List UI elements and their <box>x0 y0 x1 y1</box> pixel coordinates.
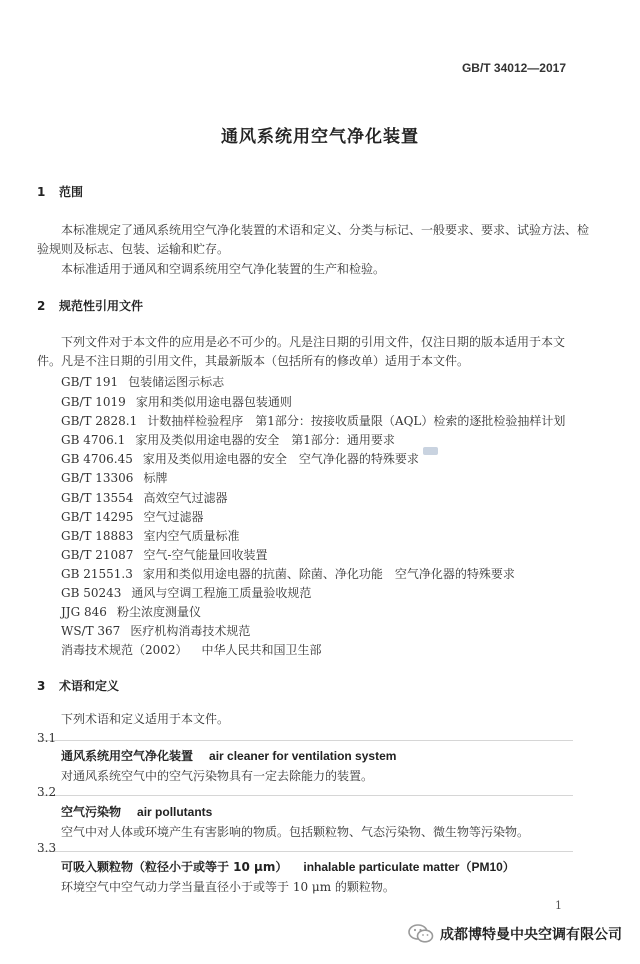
reference-item <box>61 489 227 506</box>
reference-code: GB/T 21087 <box>61 548 134 562</box>
term-heading <box>61 858 515 875</box>
source-watermark <box>408 924 622 944</box>
reference-title: 高效空气过滤器 <box>143 491 228 505</box>
term-heading <box>61 747 396 764</box>
term-en: air pollutants <box>137 805 213 819</box>
reference-code: GB/T 18883 <box>61 529 134 543</box>
section-number: 2 <box>37 299 46 313</box>
section-1-para-2: 本标准适用于通风和空调系统用空气净化装置的生产和检验。 <box>61 262 386 276</box>
term-heading <box>61 803 212 820</box>
term-number: 3.2 <box>37 785 57 799</box>
reference-item <box>61 431 395 448</box>
reference-item <box>61 641 322 658</box>
reference-title: 通风与空调工程施工质量验收规范 <box>131 586 312 600</box>
reference-code: GB/T 191 <box>61 375 119 389</box>
section-number: 3 <box>37 679 46 693</box>
section-3-intro: 下列术语和定义适用于本文件。 <box>61 712 230 726</box>
page-number: 1 <box>555 899 562 912</box>
reference-item <box>61 565 515 582</box>
term-divider <box>38 740 573 741</box>
section-2-para-1-cont: 件。凡是不注日期的引用文件，其最新版本（包括所有的修改单）适用于本文件。 <box>37 354 470 368</box>
term-number: 3.3 <box>37 841 57 855</box>
reference-item <box>61 622 250 639</box>
reference-code: WS/T 367 <box>61 624 121 638</box>
reference-item <box>61 412 565 429</box>
reference-title: 中华人民共和国卫生部 <box>201 643 322 657</box>
term-divider <box>38 795 573 796</box>
section-2-heading <box>37 297 143 314</box>
reference-title: 家用及类似用途电器的安全 第1部分：通用要求 <box>135 433 395 447</box>
wechat-icon <box>408 924 434 944</box>
source-name: 成都博特曼中央空调有限公司 <box>440 927 622 943</box>
section-1-para-1: 本标准规定了通风系统用空气净化装置的术语和定义、分类与标记、一般要求、要求、试验方法、检 <box>61 223 590 237</box>
reference-code: JJG 846 <box>61 605 107 619</box>
term-en: inhalable particulate matter（PM10） <box>303 860 515 874</box>
reference-code: GB/T 2828.1 <box>61 414 138 428</box>
reference-title: 粉尘浓度测量仪 <box>116 605 201 619</box>
section-title: 术语和定义 <box>59 679 120 693</box>
term-en: air cleaner for ventilation system <box>209 749 397 763</box>
reference-title: 标牌 <box>143 471 168 485</box>
reference-title: 空气过滤器 <box>143 510 204 524</box>
reference-code: GB/T 13554 <box>61 491 134 505</box>
reference-item <box>61 469 167 486</box>
reference-title: 计数抽样检验程序 第1部分：按接收质量限（AQL）检索的逐批检验抽样计划 <box>147 414 566 428</box>
reference-title: 包装储运图示标志 <box>128 375 225 389</box>
standard-number: GB/T 34012—2017 <box>461 61 566 75</box>
reference-item <box>61 603 201 620</box>
reference-title: 家用和类似用途电器包装通则 <box>135 395 292 409</box>
reference-code: GB/T 14295 <box>61 510 134 524</box>
term-zh: 可吸入颗粒物（粒径小于或等于 10 μm） <box>61 860 288 874</box>
term-number: 3.1 <box>37 731 57 745</box>
reference-item <box>61 393 292 410</box>
reference-item <box>61 527 239 544</box>
reference-title: 医疗机构消毒技术规范 <box>130 624 251 638</box>
reference-item <box>61 508 203 525</box>
document-title: 通风系统用空气净化装置 <box>221 127 419 147</box>
small-stamp-mark <box>423 447 438 455</box>
reference-item <box>61 546 268 563</box>
reference-title: 家用和类似用途电器的抗菌、除菌、净化功能 空气净化器的特殊要求 <box>142 567 515 581</box>
term-zh: 通风系统用空气净化装置 <box>61 749 194 763</box>
section-2-para-1: 下列文件对于本文件的应用是必不可少的。凡是注日期的引用文件，仅注日期的版本适用于本文 <box>61 335 566 349</box>
section-3-heading <box>37 677 119 694</box>
section-title: 范围 <box>59 185 84 199</box>
section-1-para-1-cont: 验规则及标志、包装、运输和贮存。 <box>37 242 230 256</box>
term-definition: 对通风系统空气中的空气污染物具有一定去除能力的装置。 <box>61 769 374 783</box>
term-definition: 环境空气中空气动力学当量直径小于或等于 10 μm 的颗粒物。 <box>61 880 395 894</box>
reference-code: GB 4706.45 <box>61 452 133 466</box>
reference-title: 室内空气质量标准 <box>143 529 240 543</box>
section-number: 1 <box>37 185 46 199</box>
reference-item <box>61 373 224 390</box>
reference-code: 消毒技术规范（2002） <box>61 643 188 657</box>
reference-code: GB 50243 <box>61 586 122 600</box>
reference-item <box>61 450 419 467</box>
term-divider <box>38 851 573 852</box>
term-zh: 空气污染物 <box>61 805 122 819</box>
reference-code: GB/T 1019 <box>61 395 126 409</box>
reference-title: 空气-空气能量回收装置 <box>143 548 268 562</box>
term-definition: 空气中对人体或环境产生有害影响的物质。包括颗粒物、气态污染物、微生物等污染物。 <box>61 825 530 839</box>
reference-code: GB 4706.1 <box>61 433 126 447</box>
reference-title: 家用及类似用途电器的安全 空气净化器的特殊要求 <box>142 452 419 466</box>
reference-code: GB 21551.3 <box>61 567 133 581</box>
reference-item <box>61 584 311 601</box>
section-title: 规范性引用文件 <box>59 299 144 313</box>
section-1-heading <box>37 183 83 200</box>
reference-code: GB/T 13306 <box>61 471 134 485</box>
